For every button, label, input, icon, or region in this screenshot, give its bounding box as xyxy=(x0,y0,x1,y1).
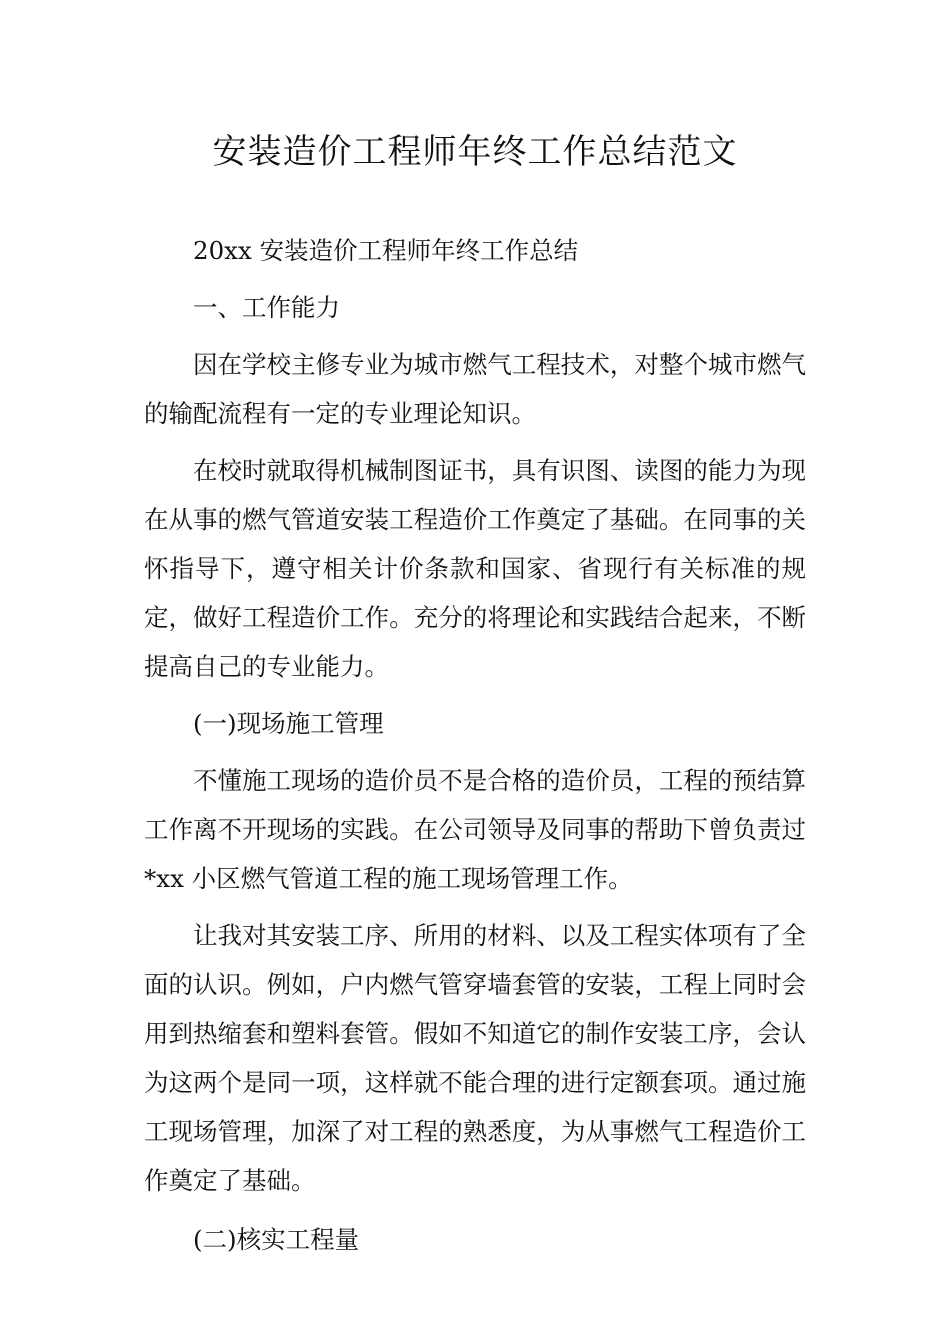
subsection-heading-verify-quantity: (二)核实工程量 xyxy=(193,1225,360,1254)
section-heading-work-ability: 一、工作能力 xyxy=(193,293,340,322)
document-title: 安装造价工程师年终工作总结范文 xyxy=(212,132,738,172)
paragraph-installation-process: 让我对其安装工序、所用的材料、以及工程实体项有了全面的认识。例如，户内燃气管穿墙套管的安装，工程上同时会用到热缩套和塑料套管。假如不知道它的制作安装工序，会认为这两个是同一项，这样就不能合理的进行定额套项。通过施工现场管理，加深了对工程的熟悉度，为从事燃气工程造价工作奠定了基础。 xyxy=(144,921,806,1195)
paragraph-site-practice: 不懂施工现场的造价员不是合格的造价员，工程的预结算工作离不开现场的实践。在公司领导及同事的帮助下曾负责过*xx 小区燃气管道工程的施工现场管理工作。 xyxy=(144,766,806,893)
paragraph-major: 因在学校主修专业为城市燃气工程技术，对整个城市燃气的输配流程有一定的专业理论知识。 xyxy=(144,350,806,428)
subsection-heading-site-management: (一)现场施工管理 xyxy=(193,709,384,738)
document-body xyxy=(144,226,806,1272)
paragraph-certificate: 在校时就取得机械制图证书，具有识图、读图的能力为现在从事的燃气管道安装工程造价工作奠定了基础。在同事的关怀指导下，遵守相关计价条款和国家、省现行有关标准的规定，做好工程造价工作。充分的将理论和实践结合起来，不断提高自己的专业能力。 xyxy=(144,456,806,681)
summary-heading: 20xx 安装造价工程师年终工作总结 xyxy=(193,236,579,265)
